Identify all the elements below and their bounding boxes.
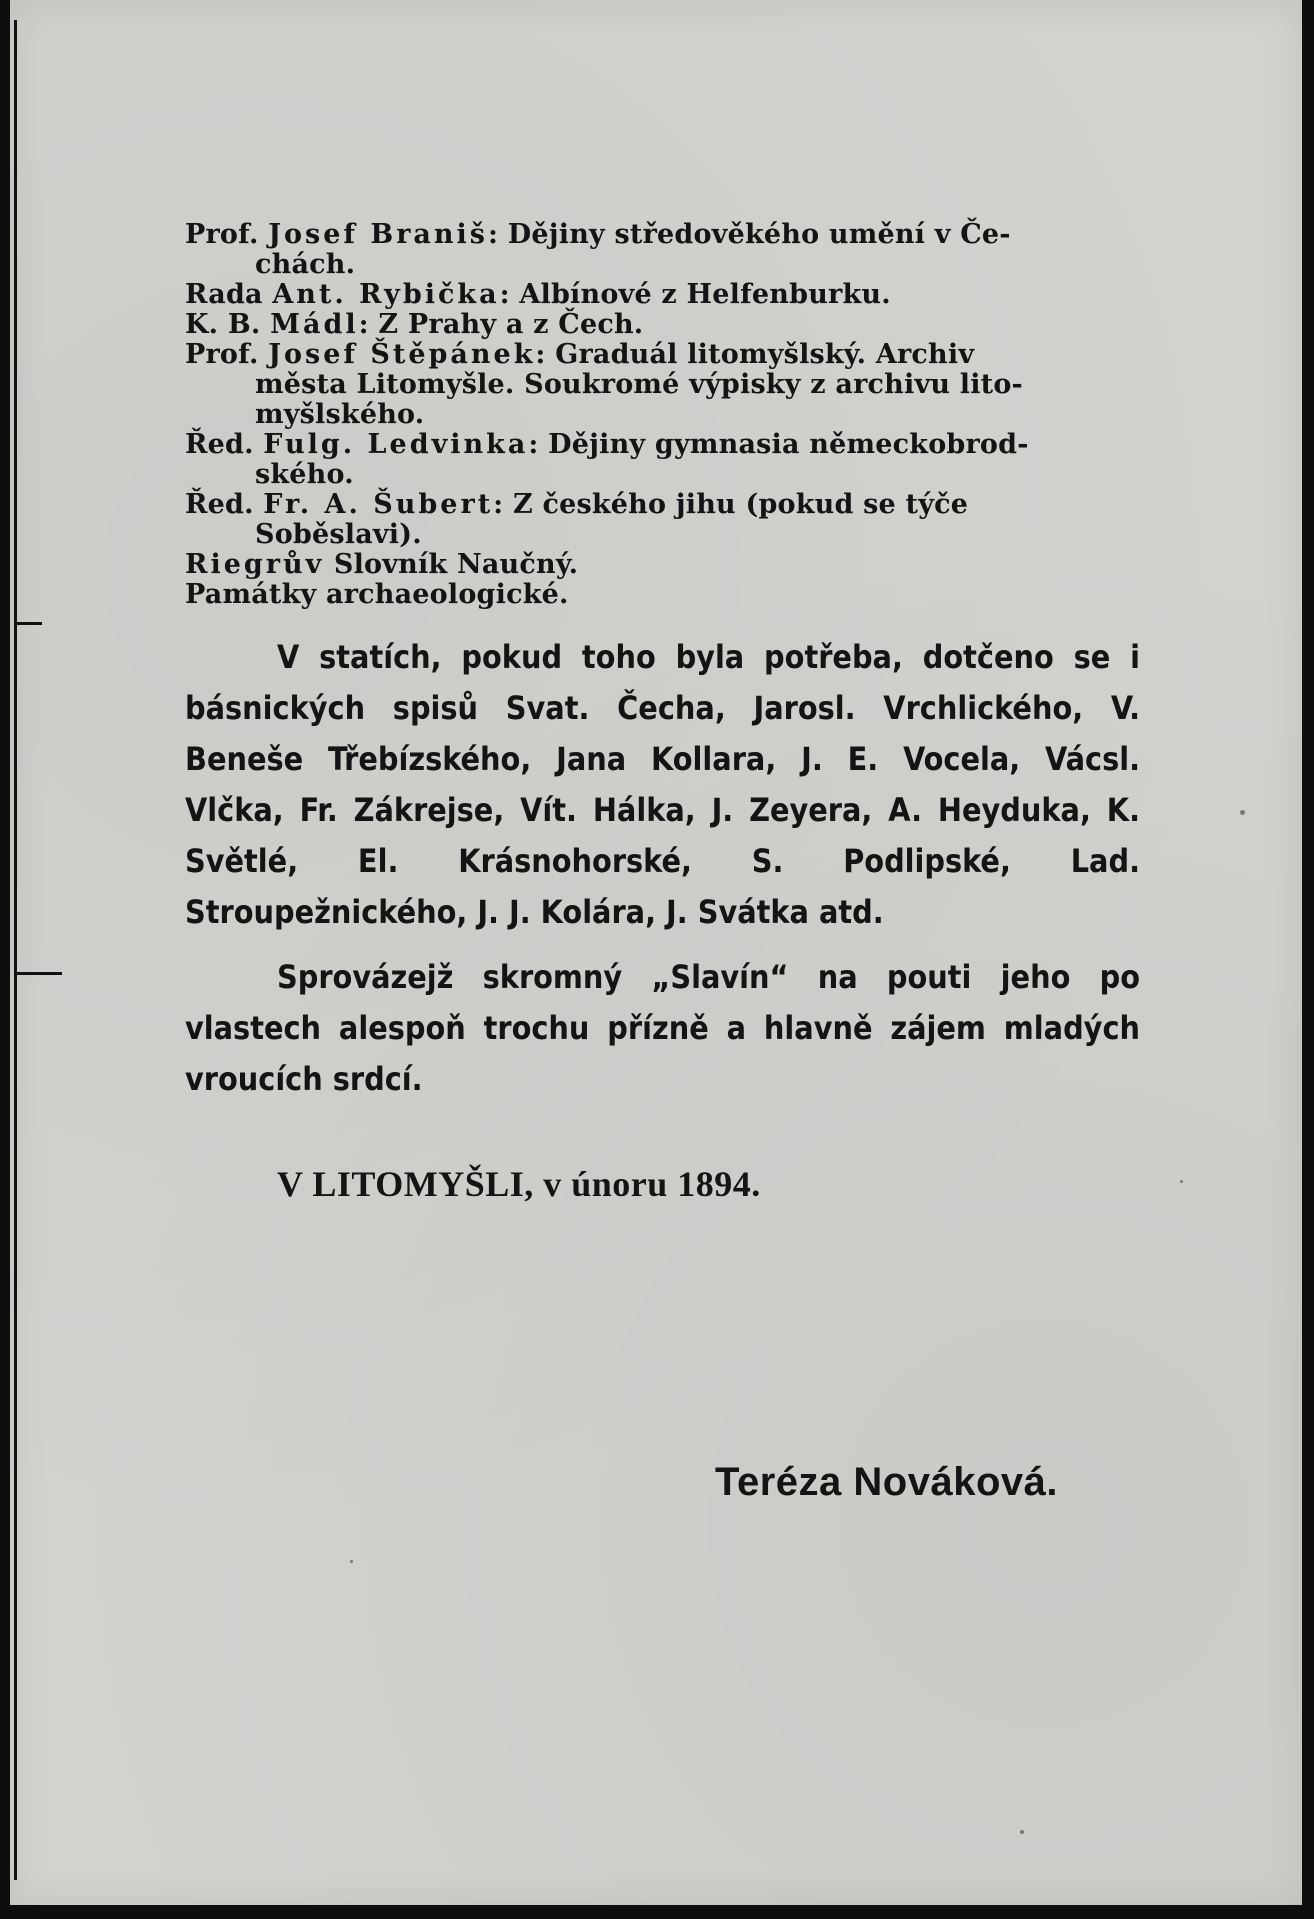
bib-title: : Z Prahy a z Čech. (358, 309, 644, 340)
bib-entry-pamatky (185, 580, 1135, 610)
bib-title: : Albínové z Helfenburku. (499, 279, 891, 310)
edge-mark (14, 972, 62, 975)
binding-edge (14, 20, 25, 1880)
bib-title: Památky archaeologické. (185, 579, 569, 610)
bib-entry-subert (185, 490, 1135, 550)
bib-title: : Z českého jihu (pokud se týče (493, 489, 969, 520)
bib-prefix: Řed. (185, 489, 264, 520)
bib-title: : Graduál litomyšlský. Archiv (535, 339, 975, 370)
bib-continuation: města Litomyšle. Soukromé výpisky z archivu lito- (255, 369, 1023, 400)
bib-prefix: Prof. (185, 219, 269, 250)
bib-continuation: ského. (255, 459, 354, 490)
edge-mark (14, 622, 42, 625)
page-content (185, 219, 1140, 1205)
bib-continuation: Soběslavi). (255, 519, 422, 550)
speck (1020, 1830, 1024, 1834)
paragraph-dedication: Sprovázejž skromný „Slavín“ na pouti jeho po vlastech alespoň trochu přízně a hlavně zájem mladých vroucích srdcí. (185, 958, 1140, 1098)
author-signature: Teréza Nováková. (715, 1460, 1058, 1504)
bib-entry-ledvinka (185, 430, 1135, 490)
bib-title: Slovník Naučný. (324, 549, 579, 580)
paragraph-sources: V statích, pokud toho byla potřeba, dotčeno se i básnických spisů Svat. Čecha, Jarosl. Vrchlického, V. Beneše Třebízského, Jana Kollara, J. E. Vocela, Vácsl. Vlčka, Fr. Zákrejse, Vít. Hálka, J. Zeyera, A. Heyduka, K. Světlé, El. Krásnohorské, S. Podlipské, Lad. Stroupežnického, J. J. Kolára, J. Svátka atd. (185, 638, 1140, 931)
bib-author: Mádl (270, 309, 359, 340)
speck (350, 1560, 353, 1563)
bib-entry-branis (185, 220, 1135, 280)
bib-prefix: Řed. (185, 429, 264, 460)
speck (1240, 810, 1245, 815)
bib-continuation: myšlského. (255, 399, 425, 430)
bib-author: Riegrův (185, 549, 325, 580)
bib-author: Ant. Rybička (272, 279, 500, 310)
bib-title: : Dějiny gymnasia německobrod- (528, 429, 1029, 460)
bib-entry-riegr (185, 550, 1135, 580)
bib-entry-stepanek (185, 340, 1135, 430)
bib-title: : Dějiny středověkého umění v Če- (488, 219, 1011, 250)
scanned-page (10, 0, 1302, 1905)
bib-author: Fr. A. Šubert (263, 489, 494, 520)
speck (1180, 1180, 1183, 1183)
bib-author: Fulg. Ledvinka (263, 429, 529, 460)
bib-prefix: K. B. (185, 309, 271, 340)
bib-continuation: chách. (255, 249, 356, 280)
bib-entry-rybicka (185, 280, 1135, 310)
bib-entry-madl (185, 310, 1135, 340)
place-date: V LITOMYŠLI, v únoru 1894. (277, 1164, 761, 1204)
bib-author: Josef Štěpánek (268, 339, 536, 370)
bib-prefix: Prof. (185, 339, 269, 370)
bib-author: Josef Braniš (268, 219, 489, 250)
bibliography (185, 220, 1135, 610)
bib-prefix: Rada (185, 279, 273, 310)
